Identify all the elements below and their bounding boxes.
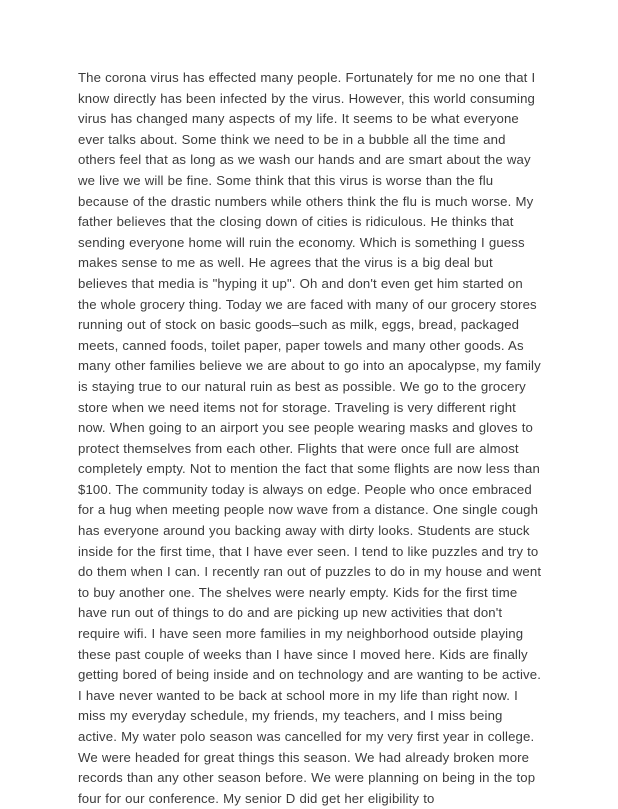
document-text-area [78, 68, 544, 809]
document-paragraph: The corona virus has effected many people. Fortunately for me no one that I know directly has been infected by the virus. However, this world consuming virus has changed many aspects of my life. It seems to be what everyone ever talks about. Some think we need to be in a bubble all the time and others feel that as long as we wash our hands and are smart about the way we live we will be fine. Some think that this virus is worse than the flu because of the drastic numbers while others think the flu is much worse. My father believes that the closing down of cities is ridiculous. He thinks that sending everyone home will ruin the economy. Which is something I guess makes sense to me as well. He agrees that the virus is a big deal but believes that media is "hyping it up". Oh and don't even get him started on the whole grocery thing. Today we are faced with many of our grocery stores running out of stock on basic goods–such as milk, eggs, bread, packaged meets, canned foods, toilet paper, paper towels and many other goods. As many other families believe we are about to go into an apocalypse, my family is staying true to our natural ruin as best as possible. We go to the grocery store when we need items not for storage. Traveling is very different right now. When going to an airport you see people wearing masks and gloves to protect themselves from each other. Flights that were once full are almost completely empty. Not to mention the fact that some flights are now less than $100. The community today is always on edge. People who once embraced for a hug when meeting people now wave from a distance. One single cough has everyone around you backing away with dirty looks. Students are stuck inside for the first time, that I have ever seen. I tend to like puzzles and try to do them when I can. I recently ran out of puzzles to do in my house and went to buy another one. The shelves were nearly empty. Kids for the first time have run out of things to do and are picking up new activities that don't require wifi. I have seen more families in my neighborhood outside playing these past couple of weeks than I have since I moved here. Kids are finally getting bored of being inside and on technology and are wanting to be active. I have never wanted to be back at school more in my life than right now. I miss my everyday schedule, my friends, my teachers, and I miss being active. My water polo season was cancelled for my very first year in college. We were headed for great things this season. We had already broken more records than any other season before. We were planning on being in the top four for our conference. My senior D did get her eligibility to [78, 70, 546, 806]
